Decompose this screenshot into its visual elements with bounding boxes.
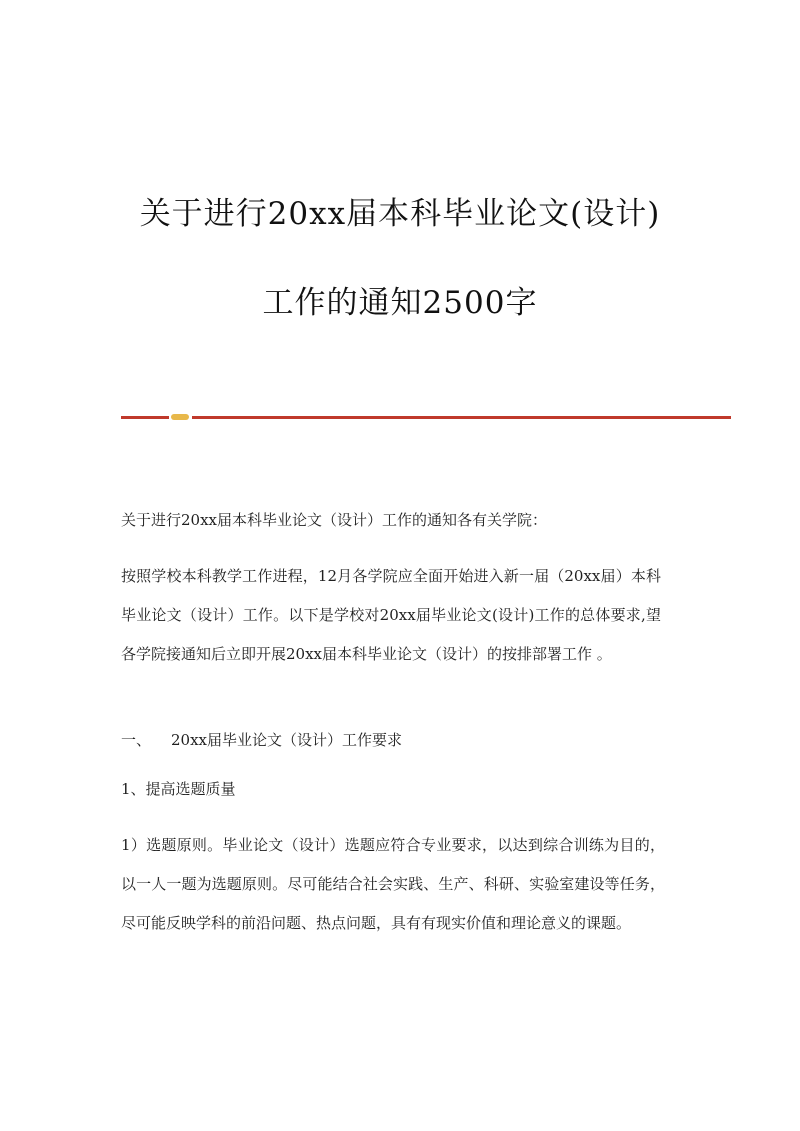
item-paragraph-1: 1）选题原则。毕业论文（设计）选题应符合专业要求，以达到综合训练为目的，以一人一题为选题原则。尽可能结合社会实践、生产、科研、实验室建设等任务，尽可能反映学科的前沿问题、热点问题，具有有现实价值和理论意义的课题。 (121, 836, 665, 932)
subsection-heading-1: 1、提高选题质量 (121, 780, 236, 798)
section-heading-1 (121, 728, 681, 752)
section-number: 一、 (121, 731, 152, 749)
title-divider (121, 413, 731, 421)
salutation: 关于进行20xx届本科毕业论文（设计）工作的通知各有关学院： (121, 511, 548, 529)
divider-right-segment (192, 416, 731, 419)
divider-left-segment (121, 416, 169, 419)
intro-paragraph: 按照学校本科教学工作进程，12月各学院应全面开始进入新一届（20xx届）本科毕业论文（设计）工作。以下是学校对20xx届毕业论文(设计)工作的总体要求,望各学院接通知后立即开展20xx届本科毕业论文（设计）的按排部署工作 。 (121, 567, 661, 663)
divider-ornament-icon (171, 414, 189, 420)
document-title-line-1: 关于进行20xx届本科毕业论文(设计) (139, 196, 661, 232)
document-title-line-2: 工作的通知2500字 (262, 285, 538, 321)
section-title: 20xx届毕业论文（设计）工作要求 (171, 731, 403, 749)
